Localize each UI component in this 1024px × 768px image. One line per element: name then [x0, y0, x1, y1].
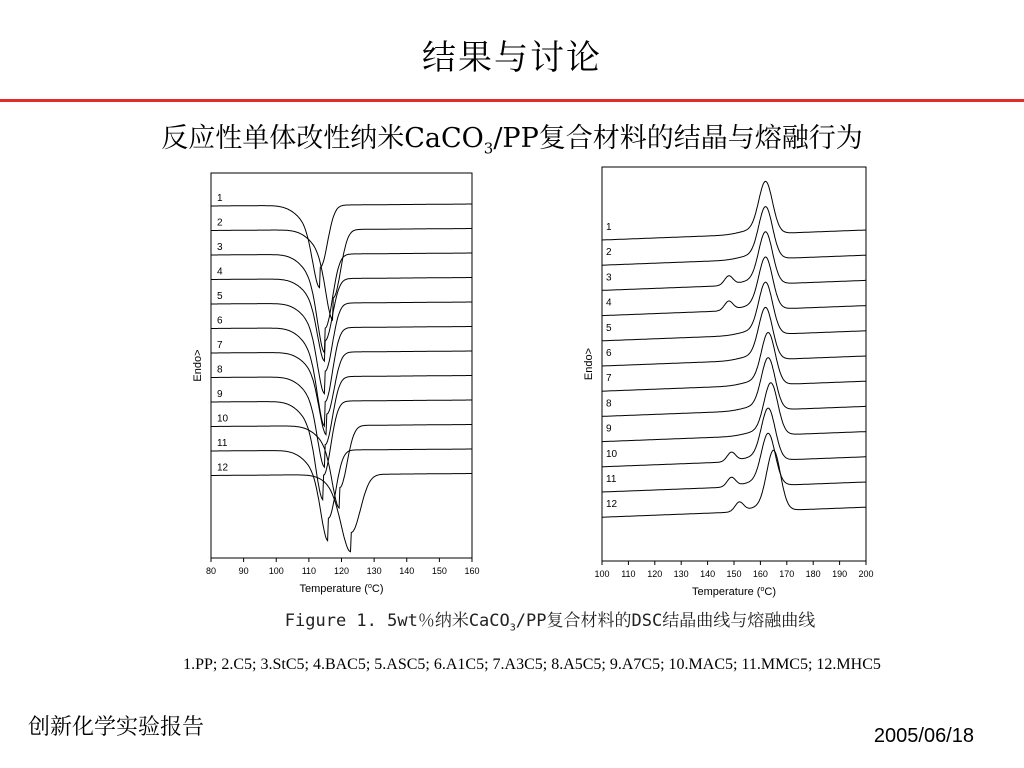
x-tick-label: 200: [858, 569, 874, 579]
subtitle-subscript: 3: [483, 139, 494, 158]
series-line: [602, 433, 866, 492]
x-tick-label: 110: [621, 569, 636, 579]
slide-title: 结果与讨论: [422, 38, 602, 78]
footer-report-name: 创新化学实验报告: [28, 715, 205, 740]
sample-legend: 1.PP; 2.C5; 3.StC5; 4.BAC5; 5.ASC5; 6.A1C5; 7.A3C5; 8.A5C5; 9.A7C5; 10.MAC5; 11.MMC5; 12.MHC5: [183, 656, 881, 673]
x-tick-label: 90: [238, 566, 249, 576]
series-label: 5: [217, 291, 223, 302]
x-axis-label-post: C): [371, 583, 384, 595]
series-label: 4: [606, 297, 612, 309]
x-tick-label: 160: [464, 566, 480, 576]
x-tick-label: 150: [726, 569, 742, 579]
y-axis-label: Endo>: [192, 349, 204, 382]
series-label: 11: [217, 438, 228, 449]
series-label: 12: [217, 462, 229, 474]
series-label: 1: [606, 222, 612, 233]
x-tick-label: 150: [431, 566, 447, 576]
series-label: 9: [606, 423, 612, 435]
series-label: 7: [606, 373, 612, 385]
x-tick-label: 120: [647, 569, 663, 579]
x-tick-label: 180: [805, 569, 821, 579]
series-line: [602, 232, 866, 291]
series-label: 10: [217, 413, 229, 425]
series-label: 1: [217, 193, 223, 204]
series-line: [602, 383, 866, 442]
series-label: 2: [217, 217, 223, 229]
x-tick-label: 100: [594, 569, 610, 579]
series-line: [602, 282, 866, 341]
series-label: 5: [606, 322, 612, 334]
x-axis-label-degree: o: [760, 586, 765, 593]
series-line: [602, 181, 866, 240]
x-tick-label: 130: [673, 569, 689, 579]
x-axis-label-degree: o: [367, 583, 372, 590]
series-line: [602, 358, 866, 417]
figure-caption: [0, 606, 1024, 633]
x-axis-label-pre: Temperature (: [692, 586, 761, 598]
y-axis-label: Endo>: [583, 347, 595, 381]
series-label: 11: [606, 474, 617, 485]
x-tick-label: 130: [366, 566, 382, 576]
series-label: 9: [217, 389, 223, 400]
x-tick-label: 140: [700, 569, 716, 579]
x-tick-label: 120: [333, 566, 350, 576]
series-label: 10: [606, 448, 618, 460]
x-tick-label: 100: [268, 566, 284, 576]
series-line: [602, 307, 866, 366]
series-label: 6: [606, 348, 612, 359]
series-label: 2: [606, 247, 612, 259]
series-label: 3: [606, 272, 612, 284]
subtitle-text-pre: 反应性单体改性纳米CaCO: [161, 123, 484, 154]
subtitle-text-post: /PP复合材料的结晶与熔融行为: [493, 123, 863, 154]
x-axis-label: [692, 586, 776, 598]
series-label: 3: [217, 242, 223, 253]
series-label: 8: [606, 398, 612, 410]
series-line: [602, 408, 866, 467]
x-tick-label: 190: [832, 569, 848, 579]
caption-text-pre: Figure 1. 5wt％纳米CaCO: [284, 611, 510, 631]
series-line: [602, 257, 866, 316]
series-line: [602, 333, 866, 392]
series-label: 4: [217, 266, 223, 278]
series-label: 6: [217, 315, 223, 327]
caption-subscript: 3: [509, 622, 516, 634]
x-tick-label: 160: [752, 569, 768, 579]
x-tick-label: 140: [399, 566, 415, 576]
series-label: 8: [217, 364, 223, 376]
footer-date: 2005/06/18: [873, 725, 974, 747]
series-label: 12: [606, 499, 618, 511]
x-tick-label: 110: [301, 566, 317, 576]
series-label: 7: [217, 340, 223, 351]
x-tick-label: 170: [779, 569, 795, 579]
x-tick-label: 80: [205, 566, 217, 576]
series-line: [602, 207, 866, 266]
x-axis-label-pre: Temperature (: [299, 583, 368, 595]
x-axis-label-post: C): [764, 586, 776, 598]
caption-text-post: /PP复合材料的DSC结晶曲线与熔融曲线: [515, 611, 816, 631]
